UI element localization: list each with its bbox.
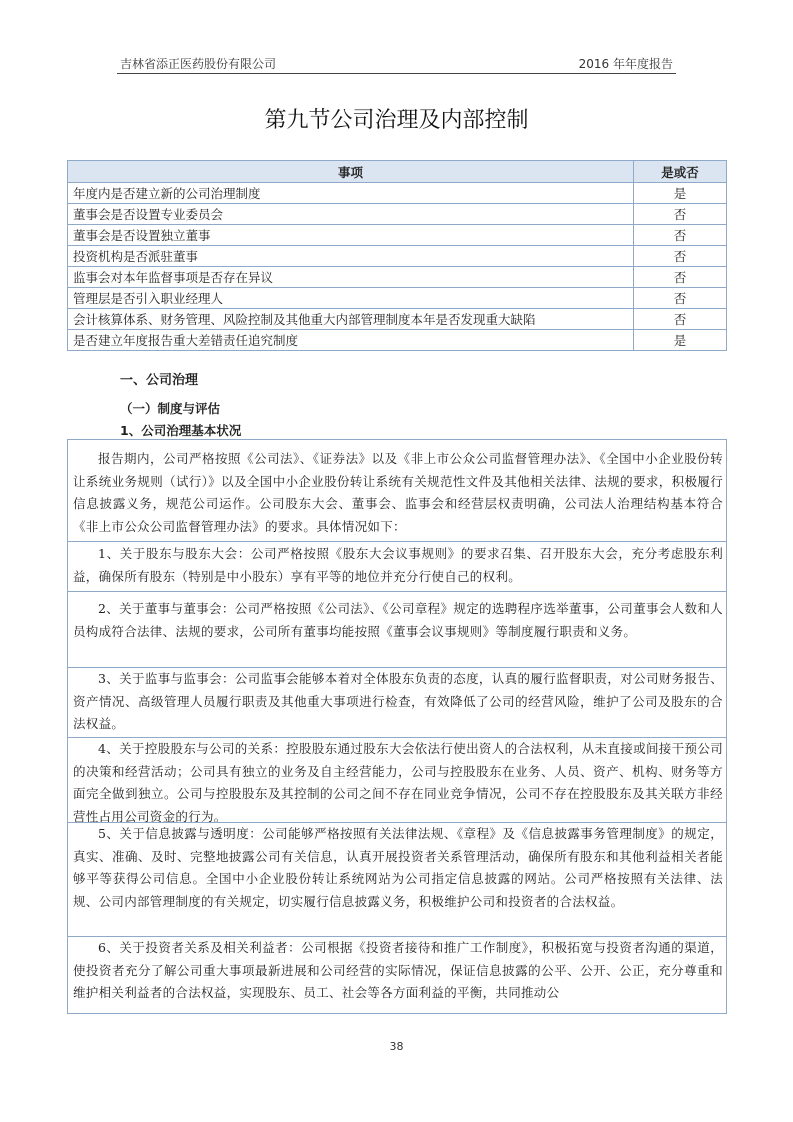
table-cell-item: 管理层是否引入职业经理人 bbox=[68, 288, 634, 309]
table-cell-item: 董事会是否设置专业委员会 bbox=[68, 204, 634, 225]
table-cell-answer: 否 bbox=[634, 246, 727, 267]
paragraph-divider bbox=[68, 591, 726, 592]
table-cell-item: 董事会是否设置独立董事 bbox=[68, 225, 634, 246]
table-cell-answer: 否 bbox=[634, 225, 727, 246]
table-cell-answer: 否 bbox=[634, 267, 727, 288]
governance-text-frame bbox=[67, 439, 727, 1014]
table-header-row bbox=[68, 161, 727, 183]
paragraph-controlling-shareholder: 4、关于控股股东与公司的关系：控股股东通过股东大会依法行使出资人的合法权利，从未直接或间接干预公司的决策和经营活动；公司具有独立的业务及自主经营能力，公司与控股股东在业务、人员、资产、机构、财务等方面完全做到独立。公司与控股股东及其控制的公司之间不存在同业竞争情况，公司不存在控股股东及其关联方非经营性占用公司资金的行为。 bbox=[73, 741, 723, 824]
paragraph-investor-relations: 6、关于投资者关系及相关利益者：公司根据《投资者接待和推广工作制度》，积极拓宽与投资者沟通的渠道，使投资者充分了解公司重大事项最新进展和公司经营的实际情况，保证信息披露的公平、公开、公正，充分尊重和维护相关利益者的合法权益，实现股东、员工、社会等各方面利益的平衡，共同推动公 bbox=[73, 940, 723, 1000]
table-cell-answer: 否 bbox=[634, 288, 727, 309]
table-cell-answer: 是 bbox=[634, 330, 727, 351]
table-cell-item: 投资机构是否派驻董事 bbox=[68, 246, 634, 267]
column-header-answer: 是或否 bbox=[634, 161, 727, 183]
table-row bbox=[68, 204, 727, 225]
column-header-item: 事项 bbox=[68, 161, 634, 183]
subsubsection-heading: 1、公司治理基本状况 bbox=[120, 423, 242, 438]
table-cell-item: 监事会对本年监督事项是否存在异议 bbox=[68, 267, 634, 288]
table-row bbox=[68, 183, 727, 204]
table-cell-item: 年度内是否建立新的公司治理制度 bbox=[68, 183, 634, 204]
table-row bbox=[68, 309, 727, 330]
section-heading: 一、公司治理 bbox=[120, 373, 199, 388]
governance-matters-table bbox=[67, 160, 727, 351]
table-row bbox=[68, 267, 727, 288]
page-title: 第九节公司治理及内部控制 bbox=[264, 108, 529, 133]
table-row bbox=[68, 246, 727, 267]
table-cell-answer: 否 bbox=[634, 309, 727, 330]
paragraph-shareholders: 1、关于股东与股东大会：公司严格按照《股东大会议事规则》的要求召集、召开股东大会，充分考虑股东利益，确保所有股东（特别是中小股东）享有平等的地位并充分行使自己的权利。 bbox=[73, 546, 723, 584]
paragraph-intro: 报告期内，公司严格按照《公司法》、《证券法》以及《非上市公众公司监督管理办法》、《全国中小企业股份转让系统业务规则（试行）》以及全国中小企业股份转让系统有关规范性文件及其他相关法律、法规的要求，积极履行信息披露义务，规范公司运作。公司股东大会、董事会、监事会和经营层权责明确，公司法人治理结构基本符合《非上市公众公司监督管理办法》的要求。具体情况如下： bbox=[73, 451, 723, 534]
paragraph-supervisors: 3、关于监事与监事会：公司监事会能够本着对全体股东负责的态度，认真的履行监督职责，对公司财务报告、资产情况、高级管理人员履行职责及其他重大事项进行检查，有效降低了公司的经营风险，维护了公司及股东的合法权益。 bbox=[73, 671, 723, 731]
header-divider bbox=[117, 73, 676, 74]
table-row bbox=[68, 330, 727, 351]
table-cell-item: 会计核算体系、财务管理、风险控制及其他重大内部管理制度本年是否发现重大缺陷 bbox=[68, 309, 634, 330]
header-report-title: 2016 年年度报告 bbox=[578, 57, 673, 71]
header-company: 吉林省添正医药股份有限公司 bbox=[120, 57, 277, 71]
table-cell-item: 是否建立年度报告重大差错责任追究制度 bbox=[68, 330, 634, 351]
paragraph-disclosure: 5、关于信息披露与透明度：公司能够严格按照有关法律法规、《章程》及《信息披露事务管理制度》的规定，真实、准确、及时、完整地披露公司有关信息，认真开展投资者关系管理活动，确保所有股东和其他利益相关者能够平等获得公司信息。全国中小企业股份转让系统网站为公司指定信息披露的网站。公司严格按照有关法律、法规、公司内部管理制度的有关规定，切实履行信息披露义务，积极维护公司和投资者的合法权益。 bbox=[73, 826, 723, 909]
page-number: 38 bbox=[389, 1040, 404, 1053]
subsection-heading: （一）制度与评估 bbox=[120, 401, 221, 416]
paragraph-divider bbox=[68, 541, 726, 542]
table-row bbox=[68, 288, 727, 309]
table-cell-answer: 否 bbox=[634, 204, 727, 225]
table-cell-answer: 是 bbox=[634, 183, 727, 204]
paragraph-board: 2、关于董事与董事会：公司严格按照《公司法》、《公司章程》规定的选聘程序选举董事，公司董事会人数和人员构成符合法律、法规的要求，公司所有董事均能按照《董事会议事规则》等制度履行职责和义务。 bbox=[73, 601, 723, 639]
table-row bbox=[68, 225, 727, 246]
